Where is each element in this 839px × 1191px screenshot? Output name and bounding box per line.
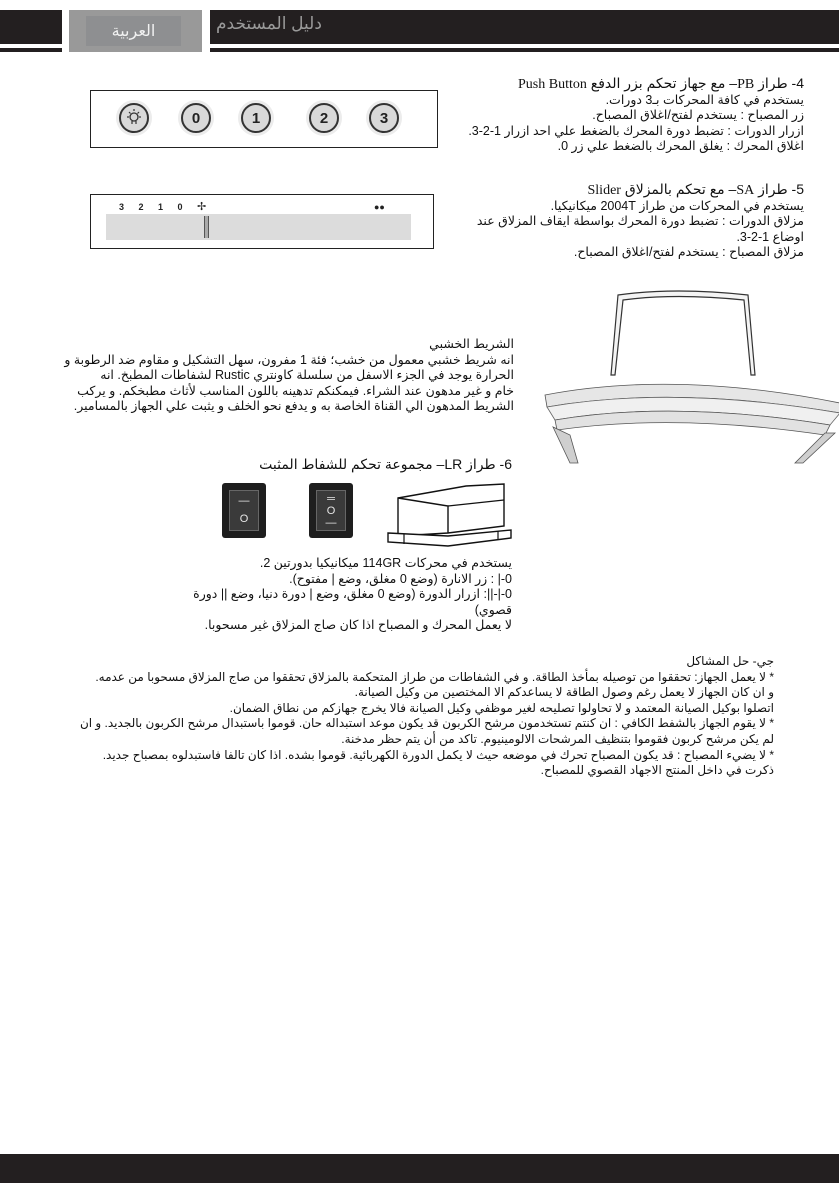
language-tab [69, 10, 202, 52]
wood-strip-line: الشريط المدهون الي القناة الخاصة به و يدفع نحو الخلف و يثبت علي الجهاز بالمسامير. [73, 399, 514, 413]
fan-icon: ✢ [197, 201, 207, 213]
manual-title: دليل المستخدم [216, 14, 322, 33]
troubleshooting-line: ذكرت في داخل المنتج الاجهاد القصوي للمصباح. [540, 763, 774, 778]
header-main-rule [210, 48, 839, 52]
slider-knob [204, 216, 209, 238]
light-switch-face: — O [229, 490, 259, 531]
header-left-block [0, 10, 62, 44]
section-5-heading: 5- طراز SA– مع تحكم بالمزلاق Slider [587, 181, 804, 198]
speed-switch-face: ═ O — [316, 490, 346, 531]
section-5-line: مزلاق الدورات : تضبط دورة المحرك بواسطة ايقاف المزلاق عند [476, 214, 804, 228]
section-4-line: يستخدم في كافة المحركات بـ3 دورات. [605, 92, 804, 107]
wood-strip-line: انه شريط خشبي معمول من خشب؛ فئة 1 مفرون، سهل التشكيل و مقاوم ضد الرطوبة و [64, 352, 514, 367]
lamp-dots-icon: ●● [374, 202, 385, 212]
pull-out-slider-illustration [386, 478, 516, 550]
section-6-line: 0-|-||: ازرار الدورة (وضع 0 مغلق، وضع | دورة دنيا، وضع || دورة قصوي) [193, 587, 512, 617]
section-5-line: يستخدم في المحركات من طراز 2004T ميكانيكيا. [550, 198, 804, 213]
slider-track [106, 214, 411, 240]
section-6-text [172, 556, 512, 634]
section-4-line: زر المصباح : يستخدم لفتح/اغلاق المصباح. [592, 108, 804, 122]
slider-panel-illustration [90, 194, 434, 249]
lamp-icon [124, 108, 144, 128]
troubleshooting-line: و ان كان الجهاز لا يعمل رغم وصول الطاقة لا يساعدكم الا المختصين من وكيل الصيانة. [354, 685, 774, 700]
section-6-heading: 6- طراز LR– مجموعة تحكم للشفاط المثبت [259, 456, 512, 472]
language-label: العربية [86, 16, 181, 46]
button-3: 3 [369, 103, 399, 133]
troubleshooting-title: جي- حل المشاكل [686, 654, 774, 668]
section-4-text [384, 76, 804, 155]
button-1: 1 [241, 103, 271, 133]
section-5-line: اوضاع 1-2-3. [736, 229, 804, 244]
wood-strip-title: الشريط الخشبي [429, 337, 514, 351]
light-rocker-switch [222, 483, 266, 538]
button-0: 0 [181, 103, 211, 133]
troubleshooting-line: * لا يضيء المصباح : قد يكون المصباح تحرك في موضعه حيث لا يكمل الدورة الكهربائية. قوموا بشده. اذا كان تالفا فاستبدلوه بمصباح جديد. [102, 747, 774, 762]
page-header [0, 10, 839, 52]
slider-speed-labels: 3 2 1 0 ✢ [119, 201, 207, 213]
section-6-line: يستخدم في محركات 114GR ميكانيكيا بدورتين 2. [259, 556, 512, 570]
section-5-line: مزلاق المصباح : يستخدم لفتح/اغلاق المصباح. [573, 245, 804, 259]
section-5-text [404, 182, 804, 261]
troubleshooting-line: * لا يعمل الجهاز: تحققوا من توصيله بمأخذ الطاقة. و في الشفاطات من طراز المتحكمة بالمزلاق تحققوا من صاج المزلاق مسحوبا من عدمه. [95, 669, 774, 684]
wood-strip-hood-illustration [525, 285, 839, 465]
troubleshooting-line: اتصلوا بوكيل الصيانة المعتمد و لا تحاولوا تصليحه لغير موظفي وكيل الصيانة فالا يخرج جهازكم من نطاق الضمان. [229, 700, 774, 715]
header-left-rule [0, 48, 62, 52]
wood-strip-text [44, 337, 514, 415]
wood-strip-line: الحرارة يوجد في الجزء الاسفل من سلسلة كاونتري Rustic لشفاطات المطبخ. انه [100, 368, 514, 382]
button-2: 2 [309, 103, 339, 133]
lamp-button [119, 103, 149, 133]
troubleshooting-line: لم يكن مرشح كربون فقوموا بتنظيف المرشحات الالومينيوم. تاكد من أن يتم حظر مدخنة. [341, 731, 774, 746]
troubleshooting-line: * لا يقوم الجهاز بالشفط الكافي : ان كنتم تستخدمون مرشح الكربون قد يكون موعد استبداله حان. قوموا باستبدال مرشح الكربون بالجديد. و ان [79, 716, 774, 731]
speed-rocker-switch [309, 483, 353, 538]
troubleshooting-section [14, 654, 774, 779]
section-4-line: اغلاق المحرك : يغلق المحرك بالضغط علي زر 0. [557, 139, 804, 153]
section-6-line: 0-| : زر الانارة (وضع 0 مغلق، وضع | مفتوح). [289, 571, 512, 586]
wood-strip-line: خام و غير مدهون عند الشراء. فيمكنكم تدهينه باللون المناسب لأثاث مطبخكم. و يركب [77, 383, 514, 398]
section-6-line: لا يعمل المحرك و المصباح اذا كان صاج المزلاق غير مسحوبا. [204, 618, 512, 632]
page-footer-bar [0, 1154, 839, 1183]
section-4-heading: 4- طراز PB– مع جهاز تحكم بزر الدفع Push Button [518, 75, 804, 92]
section-4-line: ازرار الدورات : تضبط دورة المحرك بالضغط علي احد ازرار 1-2-3. [468, 123, 804, 138]
